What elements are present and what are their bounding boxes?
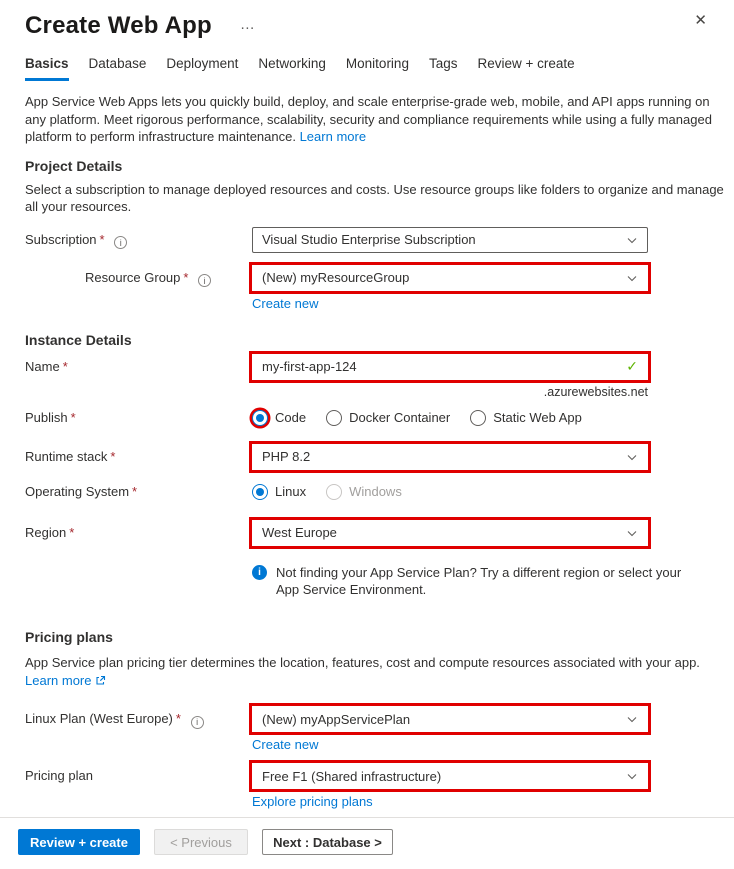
name-input[interactable]: my-first-app-124 ✓	[252, 354, 648, 380]
learn-more-link[interactable]: Learn more	[299, 129, 367, 144]
annotation-highlight	[249, 703, 651, 735]
footer-bar	[0, 817, 734, 855]
chevron-down-icon	[626, 273, 638, 285]
annotation-highlight	[249, 760, 651, 792]
subscription-label: Subscription * i	[25, 227, 252, 250]
radio-selected-icon	[252, 410, 268, 426]
pricing-plan-dropdown[interactable]: Free F1 (Shared infrastructure)	[252, 763, 648, 789]
annotation-highlight	[249, 262, 651, 294]
annotation-highlight	[249, 351, 651, 383]
pricing-plan-row	[25, 763, 709, 789]
section-heading-instance-details: Instance Details	[25, 331, 132, 348]
tab-deployment[interactable]: Deployment	[166, 56, 239, 71]
region-dropdown[interactable]: West Europe	[252, 520, 648, 546]
pricing-plan-label: Pricing plan	[25, 768, 93, 783]
review-create-button[interactable]: Review + create	[18, 829, 140, 855]
operating-system-label: Operating System *	[25, 483, 138, 499]
page-title: Create Web App	[25, 12, 212, 39]
annotation-highlight	[249, 441, 651, 473]
info-icon[interactable]: i	[191, 716, 204, 729]
explore-pricing-plans-link[interactable]: Explore pricing plans	[252, 794, 373, 809]
resource-group-dropdown[interactable]: (New) myResourceGroup	[252, 265, 648, 291]
tab-monitoring[interactable]: Monitoring	[345, 56, 409, 71]
external-link-icon	[95, 675, 106, 686]
resource-group-row	[25, 265, 709, 291]
region-row	[25, 520, 709, 546]
section-heading-pricing-plans: Pricing plans	[25, 628, 113, 645]
domain-suffix: .azurewebsites.net	[543, 384, 648, 399]
title-bar	[25, 10, 709, 42]
linux-plan-row	[25, 706, 709, 732]
radio-windows[interactable]: Windows	[326, 484, 402, 500]
intro-paragraph	[25, 93, 719, 146]
publish-label: Publish *	[25, 409, 76, 425]
os-radio-group	[252, 483, 422, 500]
project-details-description: Select a subscription to manage deployed resources and costs. Use resource groups like folders to organize and manage all your resources.	[25, 181, 724, 214]
pricing-learn-more-link[interactable]: Learn more	[25, 673, 92, 688]
chevron-down-icon	[626, 528, 638, 540]
radio-unselected-icon	[326, 410, 342, 426]
linux-plan-label: Linux Plan (West Europe) * i	[25, 706, 252, 729]
runtime-stack-dropdown[interactable]: PHP 8.2	[252, 444, 648, 470]
radio-static-web-app[interactable]: Static Web App	[470, 410, 582, 426]
tab-tags[interactable]: Tags	[428, 56, 458, 71]
radio-selected-icon	[252, 484, 268, 500]
info-icon[interactable]: i	[114, 236, 127, 249]
pricing-description: App Service plan pricing tier determines the location, features, cost and compute resources associated with your app.	[25, 654, 700, 670]
info-note	[252, 564, 702, 598]
linux-plan-dropdown[interactable]: (New) myAppServicePlan	[252, 706, 648, 732]
publish-radio-group	[252, 409, 602, 426]
subscription-row	[25, 227, 709, 253]
runtime-stack-label: Runtime stack *	[25, 448, 116, 464]
radio-docker-container[interactable]: Docker Container	[326, 410, 450, 426]
annotation-highlight	[249, 517, 651, 549]
tab-basics[interactable]: Basics	[25, 56, 69, 81]
runtime-stack-row	[25, 444, 709, 470]
radio-linux[interactable]: Linux	[252, 484, 306, 500]
chevron-down-icon	[626, 452, 638, 464]
next-database-button[interactable]: Next : Database >	[262, 829, 393, 855]
close-icon[interactable]: ✕	[694, 12, 707, 29]
subscription-dropdown[interactable]: Visual Studio Enterprise Subscription	[252, 227, 648, 253]
tab-bar	[25, 56, 709, 81]
operating-system-row	[25, 483, 709, 500]
chevron-down-icon	[626, 714, 638, 726]
tab-networking[interactable]: Networking	[258, 56, 326, 71]
chevron-down-icon	[626, 235, 638, 247]
region-label: Region *	[25, 524, 75, 540]
info-filled-icon: i	[252, 565, 267, 580]
tab-review-create[interactable]: Review + create	[477, 56, 575, 71]
intro-text: App Service Web Apps lets you quickly build, deploy, and scale enterprise-grade web, mobile, and API apps running on any platform. Meet rigorous performance, scalability, security and compliance requirements while using a fully managed platform to perform infrastructure maintenance.	[25, 94, 712, 144]
create-new-plan-link[interactable]: Create new	[252, 737, 319, 752]
tab-database[interactable]: Database	[88, 56, 147, 71]
radio-code[interactable]: Code	[252, 410, 306, 426]
publish-row	[25, 409, 709, 426]
chevron-down-icon	[626, 771, 638, 783]
radio-disabled-icon	[326, 484, 342, 500]
create-new-resource-group-link[interactable]: Create new	[252, 295, 319, 311]
previous-button[interactable]: < Previous	[154, 829, 248, 855]
resource-group-label: Resource Group * i	[25, 265, 252, 288]
info-icon[interactable]: i	[198, 274, 211, 287]
valid-check-icon: ✓	[626, 358, 638, 374]
name-row	[25, 354, 709, 380]
info-note-text: Not finding your App Service Plan? Try a different region or select your App Service Environment.	[276, 564, 682, 597]
section-heading-project-details: Project Details	[25, 157, 123, 174]
more-menu-icon[interactable]: …	[239, 15, 255, 33]
radio-unselected-icon	[470, 410, 486, 426]
name-label: Name *	[25, 358, 68, 374]
